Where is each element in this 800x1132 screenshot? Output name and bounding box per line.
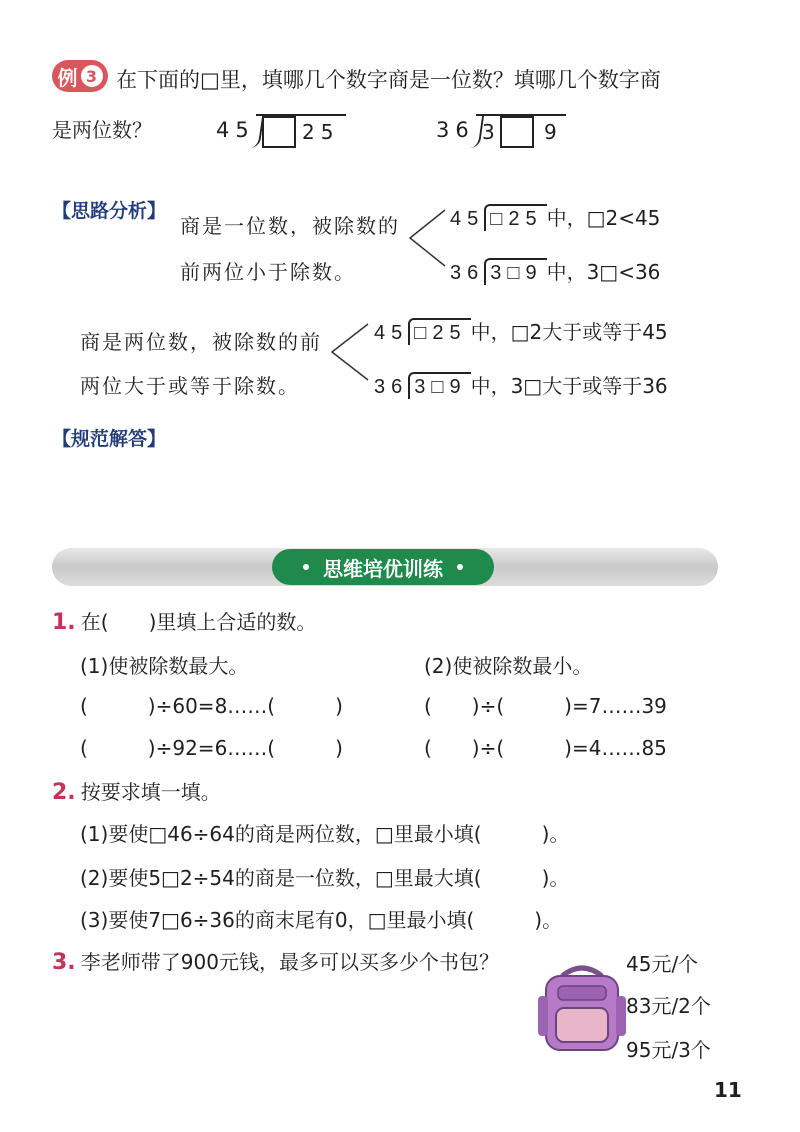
q2-sub3[interactable]: (3)要使7□6÷36的商末尾有0，□里最小填( )。: [80, 908, 563, 932]
question-number: 3.: [52, 950, 76, 975]
one-digit-reason-line2: 前两位小于除数。: [180, 260, 356, 284]
q1-row2-left[interactable]: ( )÷92=6……( ): [80, 736, 343, 760]
one-digit-reason-line1: 商是一位数，被除数的: [180, 214, 400, 238]
two-digit-reason-line2: 两位大于或等于除数。: [80, 374, 300, 398]
price-3: 95元/3个: [626, 1038, 711, 1062]
q2-sub2[interactable]: (2)要使5□2÷54的商是一位数，□里最大填( )。: [80, 866, 570, 890]
dividend: 3□9: [414, 376, 467, 398]
case-two-digit-36: [374, 370, 668, 399]
case-text: 中，3□<36: [546, 260, 661, 284]
case-text: 中，□2大于或等于45: [470, 320, 668, 344]
divisor: 36: [374, 376, 409, 398]
q1-row1-left[interactable]: ( )÷60=8……( ): [80, 694, 343, 718]
divisor: 45: [374, 322, 409, 344]
dividend-tail: 25: [302, 120, 340, 144]
example-badge-text: 例: [57, 65, 78, 90]
divisor: 45: [450, 208, 485, 230]
answer-label: 【规范解答】: [52, 428, 167, 450]
dot-icon: [303, 564, 309, 570]
q1-row2-right[interactable]: ( )÷( )=4……85: [424, 736, 667, 760]
q1-sub1: (1)使被除数最大。: [80, 654, 249, 678]
dot-icon: [457, 564, 463, 570]
case-text: 中，□2<45: [546, 206, 661, 230]
q1-row1-right[interactable]: ( )÷( )=7……39: [424, 694, 667, 718]
question-text: 在( )里填上合适的数。: [80, 610, 317, 634]
price-1: 45元/个: [626, 952, 699, 976]
divisor: 36: [436, 118, 475, 142]
dividend: □25: [414, 322, 467, 344]
two-digit-reason-line1: 商是两位数，被除数的前: [80, 330, 322, 354]
question-1: [52, 606, 316, 635]
question-text: 李老师带了900元钱，最多可以买多少个书包？: [80, 950, 499, 974]
example-question-line1: 在下面的□里，填哪几个数字商是一位数？填哪几个数字商: [116, 68, 661, 92]
question-number: 2.: [52, 780, 76, 805]
case-text: 中，3□大于或等于36: [470, 374, 668, 398]
section-banner-title: [272, 549, 494, 585]
analysis-label: 【思路分析】: [52, 200, 167, 222]
case-one-digit-36: [450, 256, 660, 285]
example-question-line2: 是两位数？: [52, 118, 152, 142]
example-badge-number: 3: [81, 65, 103, 87]
banner-title-text: 思维培优训练: [323, 556, 443, 581]
q2-sub1[interactable]: (1)要使□46÷64的商是两位数，□里最小填( )。: [80, 822, 570, 846]
dividend: □25: [490, 208, 543, 230]
divisor: 45: [216, 118, 255, 142]
question-number: 1.: [52, 610, 76, 635]
price-2: 83元/2个: [626, 994, 711, 1018]
dividend-tail: 9: [544, 120, 557, 144]
case-two-digit-45: [374, 316, 668, 345]
question-text: 按要求填一填。: [80, 780, 221, 804]
page-number: 11: [714, 1078, 742, 1102]
question-3: [52, 946, 499, 975]
backpack-icon: [532, 962, 632, 1054]
q1-sub2: (2)使被除数最小。: [424, 654, 593, 678]
case-one-digit-45: [450, 202, 660, 231]
dividend: 3□9: [490, 262, 543, 284]
dividend-head: 3: [482, 120, 495, 144]
divisor: 36: [450, 262, 485, 284]
question-2: [52, 776, 221, 805]
